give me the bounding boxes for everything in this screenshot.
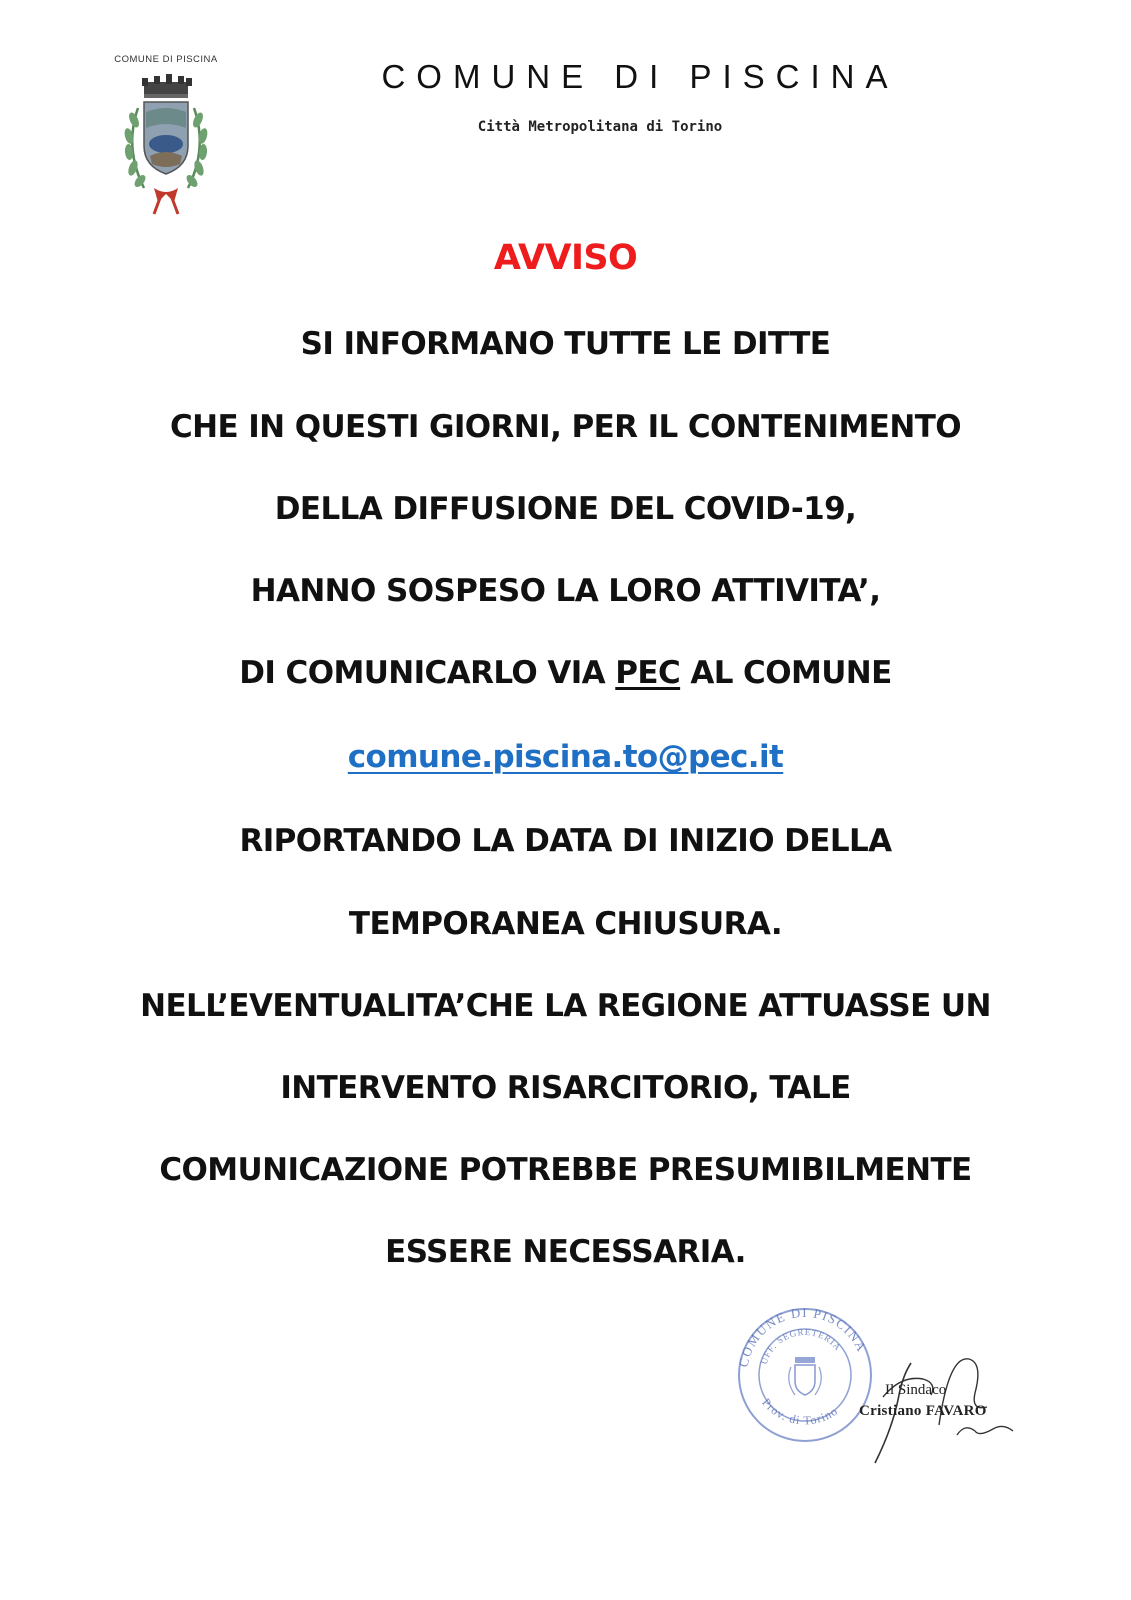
notice-line-text: DI COMUNICARLO VIA — [239, 655, 616, 691]
svg-text:Prov. di Torino — [759, 1395, 840, 1427]
notice-heading: AVVISO — [493, 238, 638, 278]
notice-line: CHE IN QUESTI GIORNI, PER IL CONTENIMENTO — [169, 409, 962, 445]
municipality-subtitle: Città Metropolitana di Torino — [477, 119, 723, 135]
notice-line: RIPORTANDO LA DATA DI INIZIO DELLA — [239, 823, 892, 859]
notice-line-text: AL COMUNE — [680, 655, 892, 691]
notice-line: NELL’EVENTUALITA’CHE LA REGIONE ATTUASSE UN — [140, 988, 991, 1024]
notice-line-pec — [0, 655, 1131, 691]
stamp-outer-text: COMUNE DI PISCINA — [735, 1305, 870, 1369]
municipality-title: COMUNE DI PISCINA — [381, 58, 899, 95]
coat-of-arms — [108, 52, 224, 220]
notice-line: INTERVENTO RISARCITORIO, TALE — [280, 1070, 851, 1106]
pec-label: PEC — [615, 655, 681, 691]
notice-line: SI INFORMANO TUTTE LE DITTE — [300, 326, 831, 362]
handwritten-signature-icon — [853, 1335, 1033, 1467]
notice-line: ESSERE NECESSARIA. — [385, 1234, 746, 1270]
signature-block — [735, 1305, 1035, 1470]
stamp-inner-text: UFF. SEGRETERIA — [758, 1326, 844, 1366]
mayor-name: Cristiano FAVARO — [859, 1403, 987, 1419]
notice-line: COMUNICAZIONE POTREBBE PRESUMIBILMENTE — [159, 1152, 972, 1188]
mayor-title: Il Sindaco — [885, 1382, 947, 1398]
pec-email-link[interactable]: comune.piscina.to@pec.it — [347, 739, 784, 775]
notice-line: DELLA DIFFUSIONE DEL COVID-19, — [274, 491, 857, 527]
crest-label: COMUNE DI PISCINA — [114, 54, 218, 65]
email-line — [0, 739, 1131, 775]
notice-line: TEMPORANEA CHIUSURA. — [348, 906, 783, 942]
stamp-bottom-text: Prov. di Torino — [759, 1395, 841, 1428]
notice-line: HANNO SOSPESO LA LORO ATTIVITA’, — [250, 573, 881, 609]
coat-of-arms-icon — [114, 68, 218, 218]
